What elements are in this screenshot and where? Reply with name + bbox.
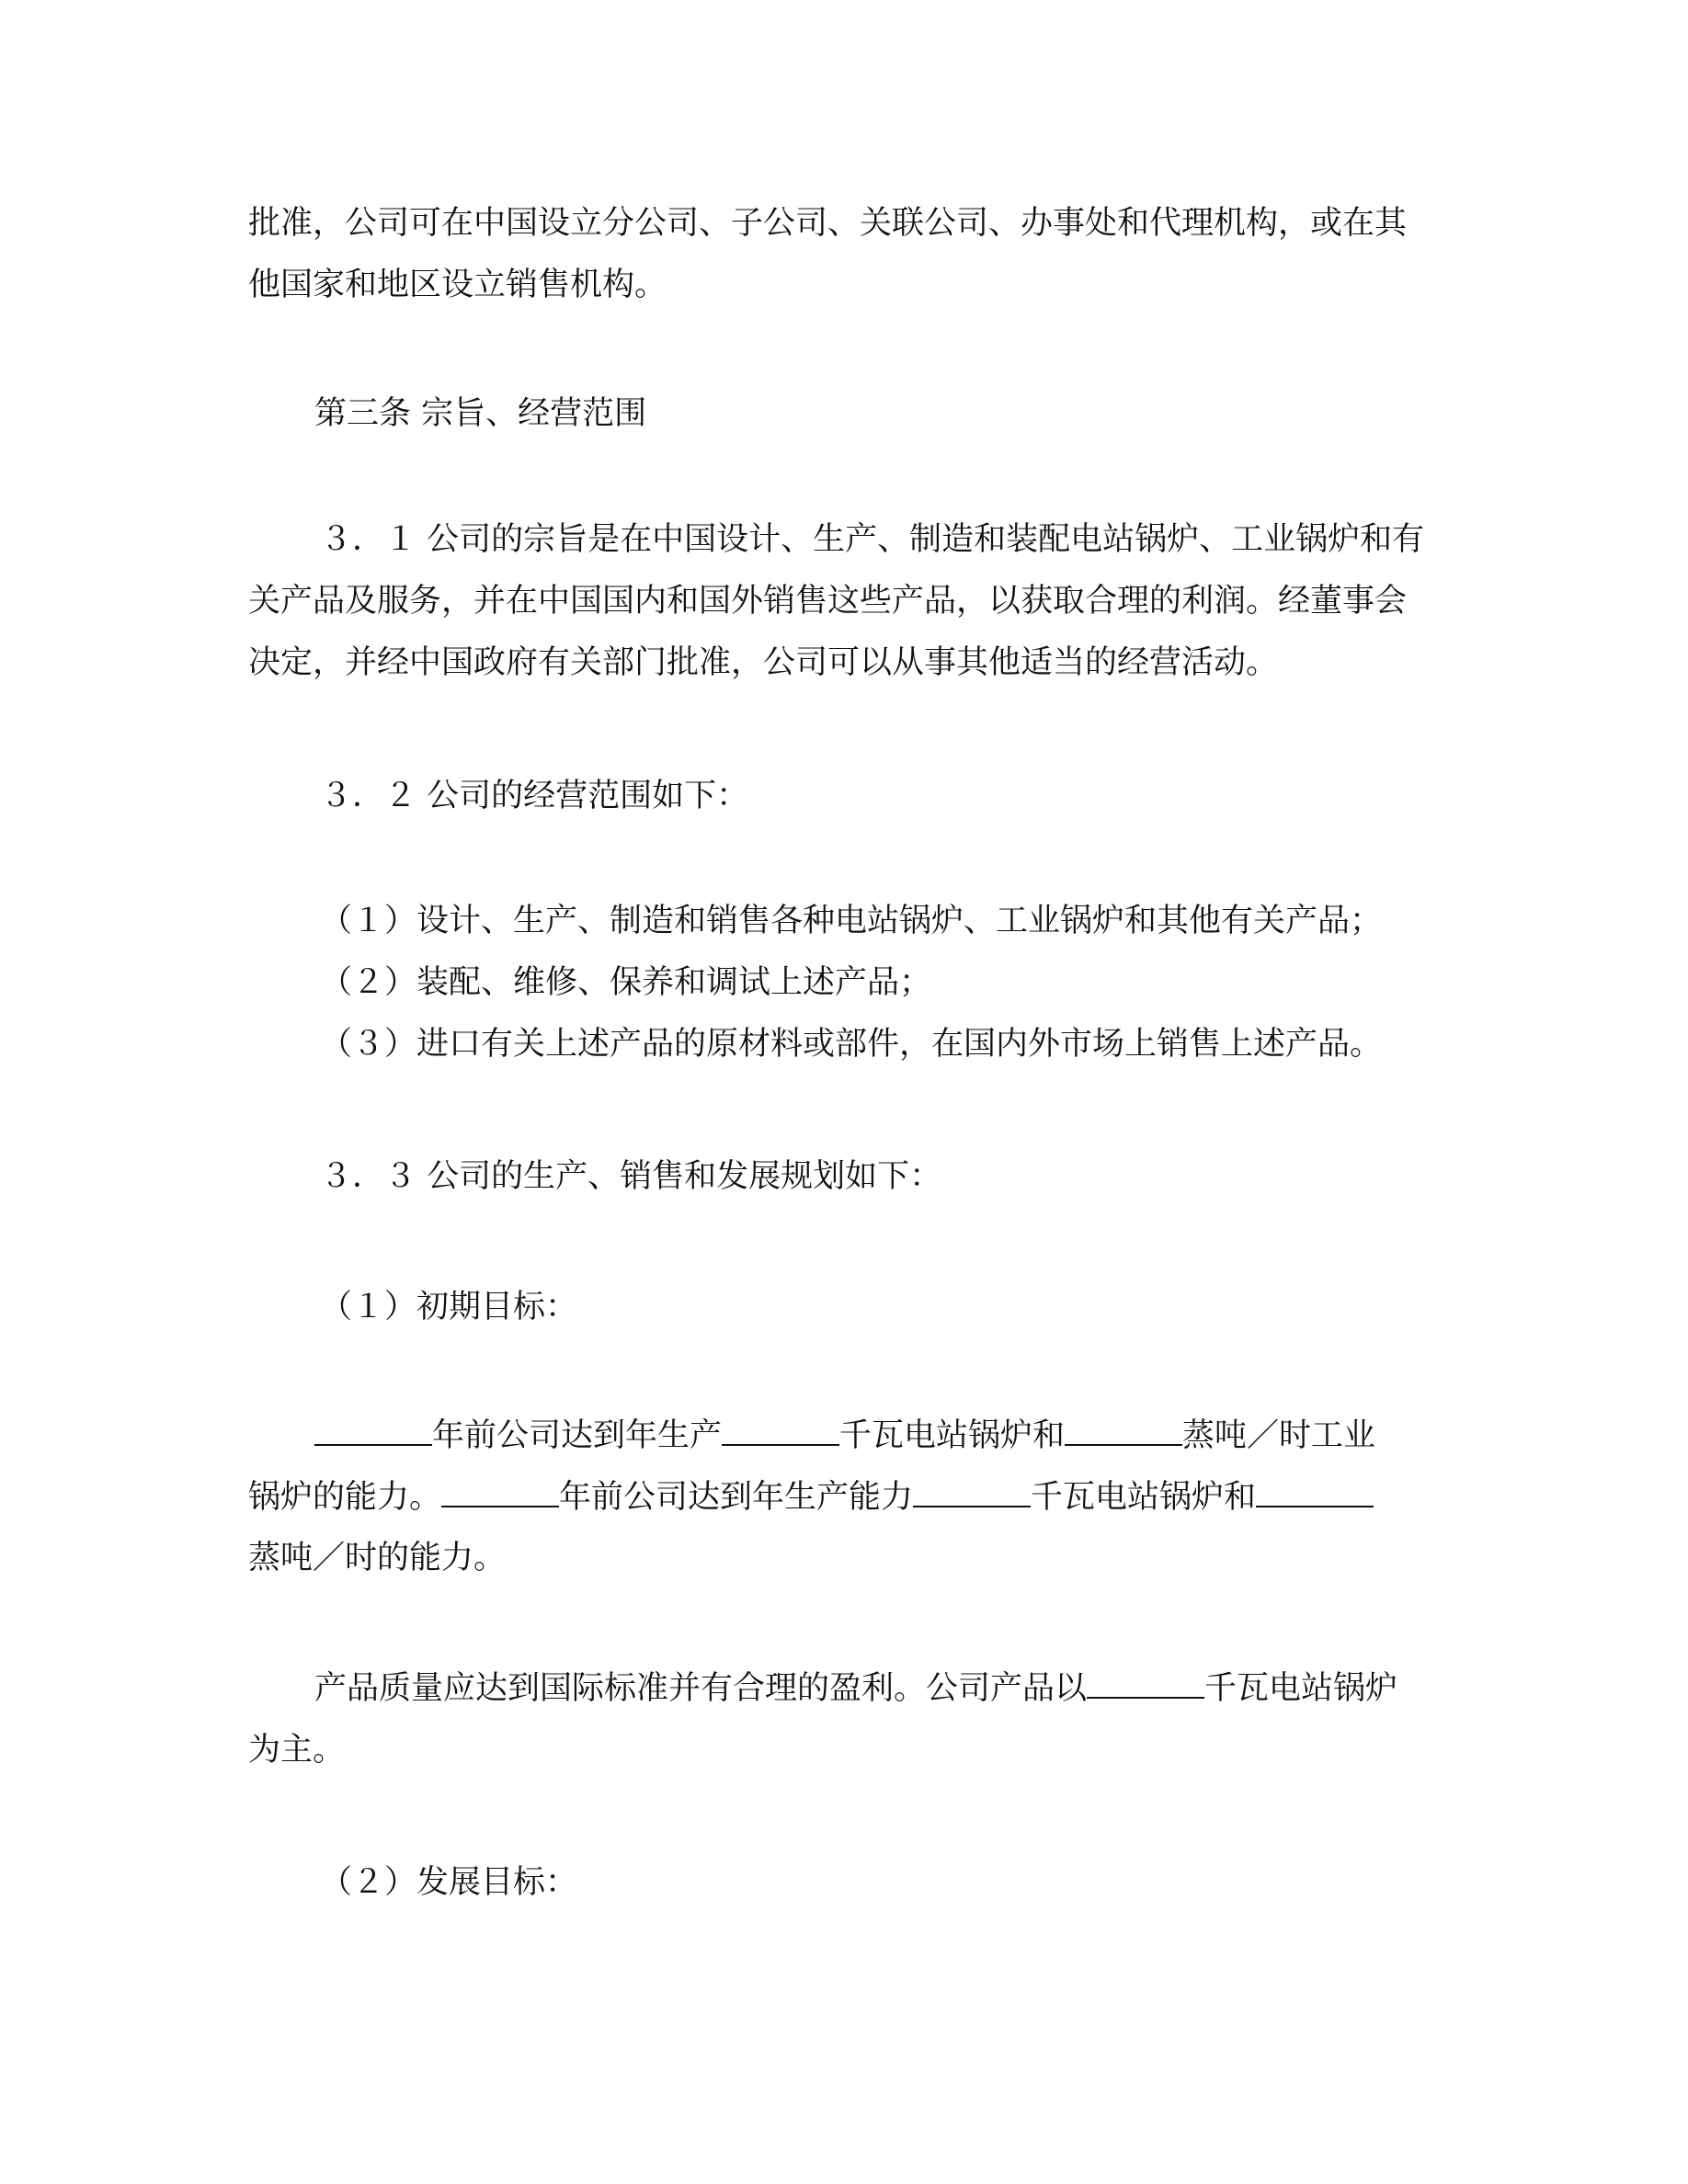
fill-in-blank[interactable] <box>314 1416 432 1446</box>
scope-item-2: （２）装配、维修、保养和调试上述产品； <box>320 964 932 1001</box>
clause-3-2-heading: ３．２ 公司的经营范围如下： <box>320 778 749 814</box>
intro-line-2: 他国家和地区设立销售机构。 <box>248 267 667 303</box>
text-segment: 产品质量应达到国际标准并有合理的盈利。公司产品以 <box>314 1670 1088 1707</box>
clause-3-1-line-3: 决定，并经中国政府有关部门批准，公司可以从事其他适当的经营活动。 <box>248 644 1279 681</box>
scope-item-3: （３）进口有关上述产品的原材料或部件，在国内外市场上销售上述产品。 <box>320 1026 1383 1063</box>
quality-line-2: 为主。 <box>248 1732 346 1769</box>
text-segment: 锅炉的能力。 <box>248 1479 442 1516</box>
article-title: 第三条 宗旨、经营范围 <box>314 395 647 432</box>
initial-goal-line-3: 蒸吨／时的能力。 <box>248 1540 507 1576</box>
clause-3-1-line-2: 关产品及服务，并在中国国内和国外销售这些产品，以获取合理的利润。经董事会 <box>248 583 1408 620</box>
fill-in-blank[interactable] <box>441 1478 559 1507</box>
clause-3-1-line-1: ３．１ 公司的宗旨是在中国设计、生产、制造和装配电站锅炉、工业锅炉和有 <box>320 521 1425 558</box>
development-goal-heading: （２）发展目标： <box>320 1864 578 1901</box>
quality-line-1 <box>314 1666 1510 1711</box>
scope-item-1: （１）设计、生产、制造和销售各种电站锅炉、工业锅炉和其他有关产品； <box>320 903 1383 939</box>
clause-3-3-heading: ３．３ 公司的生产、销售和发展规划如下： <box>320 1158 942 1195</box>
fill-in-blank[interactable] <box>1087 1669 1204 1699</box>
fill-in-blank[interactable] <box>913 1478 1031 1507</box>
fill-in-blank[interactable] <box>1065 1416 1182 1446</box>
text-segment: 年前公司达到年生产 <box>432 1417 723 1454</box>
initial-goal-heading: （１）初期目标： <box>320 1289 578 1325</box>
initial-goal-line-1 <box>314 1414 1510 1458</box>
text-segment: 蒸吨／时工业 <box>1182 1417 1376 1454</box>
initial-goal-line-2 <box>248 1475 1443 1519</box>
fill-in-blank[interactable] <box>1256 1478 1374 1507</box>
fill-in-blank[interactable] <box>722 1416 839 1446</box>
text-segment: 千瓦电站锅炉和 <box>839 1417 1066 1454</box>
intro-line-1: 批准，公司可在中国设立分公司、子公司、关联公司、办事处和代理机构，或在其 <box>248 205 1408 242</box>
text-segment: 千瓦电站锅炉 <box>1204 1670 1398 1707</box>
text-segment: 年前公司达到年生产能力 <box>559 1479 914 1516</box>
text-segment: 千瓦电站锅炉和 <box>1031 1479 1257 1516</box>
